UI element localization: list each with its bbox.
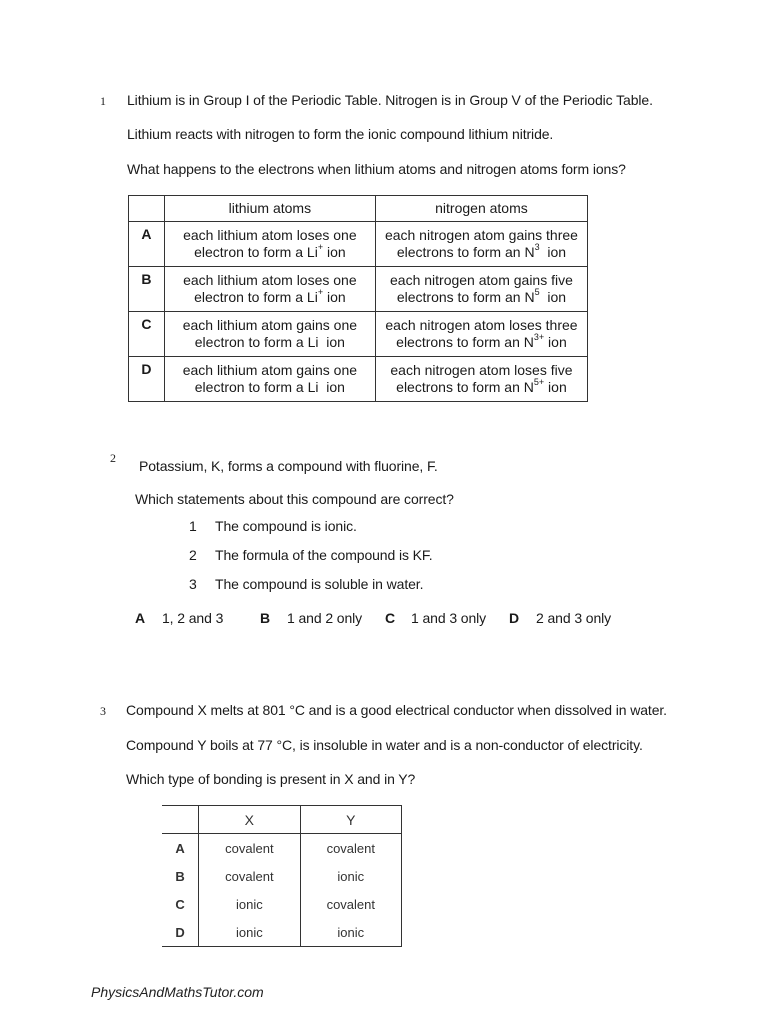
bonding-y-cell: covalent bbox=[300, 834, 401, 863]
statement-text: The formula of the compound is KF. bbox=[215, 547, 433, 563]
cell-line: each nitrogen atom gains three bbox=[384, 227, 578, 243]
cell-line: each nitrogen atom loses three bbox=[385, 317, 578, 333]
charge-superscript: 5 bbox=[534, 287, 540, 298]
table-header-row bbox=[162, 806, 402, 834]
statement-text: The compound is soluble in water. bbox=[215, 576, 424, 592]
nitrogen-cell bbox=[375, 267, 587, 312]
cell-text: ion bbox=[544, 379, 567, 395]
statement-number: 2 bbox=[189, 547, 197, 563]
table-header-blank bbox=[162, 806, 199, 834]
option-text: 1 and 2 only bbox=[287, 610, 363, 626]
cell-text: ion bbox=[323, 289, 346, 305]
question-number: 2 bbox=[110, 451, 116, 465]
table-row bbox=[162, 862, 402, 890]
bonding-x-cell: ionic bbox=[199, 918, 300, 947]
cell-text: ion bbox=[323, 244, 346, 260]
table-header-y: Y bbox=[300, 806, 401, 834]
cell-line: each nitrogen atom gains five bbox=[390, 272, 573, 288]
charge-superscript: 5+ bbox=[533, 377, 545, 388]
cell-line: each nitrogen atom loses five bbox=[390, 362, 573, 378]
question-text: Lithium is in Group I of the Periodic Table. Nitrogen is in Group V of the Periodic Table. bbox=[127, 92, 653, 108]
cell-text: ion bbox=[539, 244, 567, 260]
cell-line: each lithium atom gains one bbox=[182, 317, 358, 333]
option-letter: B bbox=[175, 868, 185, 884]
bonding-y-cell: ionic bbox=[300, 862, 401, 890]
cell-text: electron to form a Li bbox=[194, 379, 319, 395]
answer-table bbox=[162, 805, 402, 947]
cell-line bbox=[376, 244, 587, 261]
cell-text: electron to form a Li bbox=[194, 244, 318, 260]
option-letter: A bbox=[135, 610, 146, 626]
cell-line bbox=[165, 334, 375, 351]
cell-line bbox=[165, 379, 375, 396]
cell-text: ion bbox=[539, 289, 567, 305]
table-header-blank bbox=[129, 196, 165, 222]
option-letter: A bbox=[175, 840, 185, 856]
option-letter: A bbox=[129, 222, 165, 267]
lithium-cell bbox=[164, 312, 375, 357]
bonding-y-cell: covalent bbox=[300, 890, 401, 918]
charge-superscript: + bbox=[317, 242, 324, 253]
answer-table bbox=[128, 195, 588, 402]
option-letter: D bbox=[129, 357, 165, 402]
cell-line bbox=[376, 379, 587, 396]
question-prompt: Which statements about this compound are correct? bbox=[135, 491, 454, 507]
option-text: 1, 2 and 3 bbox=[162, 610, 224, 626]
bonding-x-cell: covalent bbox=[199, 834, 300, 863]
cell-text: ion bbox=[544, 334, 567, 350]
charge-superscript: + bbox=[317, 287, 324, 298]
option-text: 2 and 3 only bbox=[536, 610, 612, 626]
option-letter: C bbox=[129, 312, 165, 357]
cell-text: ion bbox=[318, 334, 345, 350]
cell-line bbox=[165, 244, 375, 261]
cell-text: electrons to form an N bbox=[396, 244, 535, 260]
table-header-lithium: lithium atoms bbox=[164, 196, 375, 222]
lithium-cell bbox=[164, 222, 375, 267]
question-prompt: Which type of bonding is present in X and in Y? bbox=[126, 771, 416, 787]
statement-text: The compound is ionic. bbox=[215, 518, 357, 534]
nitrogen-cell bbox=[375, 312, 587, 357]
cell-line bbox=[376, 289, 587, 306]
statement-number: 3 bbox=[189, 576, 197, 592]
question-number: 1 bbox=[100, 94, 106, 108]
table-header-nitrogen: nitrogen atoms bbox=[375, 196, 587, 222]
cell-line: each lithium atom loses one bbox=[183, 227, 357, 243]
option-text: 1 and 3 only bbox=[411, 610, 487, 626]
bonding-y-cell: ionic bbox=[300, 918, 401, 947]
option-letter: B bbox=[260, 610, 271, 626]
question-text: Compound X melts at 801 °C and is a good electrical conductor when dissolved in water. bbox=[126, 702, 667, 718]
option-letter: D bbox=[162, 918, 199, 947]
cell-text: electron to form a Li bbox=[194, 334, 319, 350]
cell-line: each lithium atom gains one bbox=[182, 362, 358, 378]
table-row bbox=[129, 267, 588, 312]
cell-line bbox=[165, 289, 375, 306]
nitrogen-cell bbox=[375, 357, 587, 402]
option-letter: D bbox=[509, 610, 520, 626]
lithium-cell bbox=[164, 267, 375, 312]
table-row bbox=[129, 357, 588, 402]
table-header-x: X bbox=[199, 806, 300, 834]
bonding-x-cell: covalent bbox=[199, 862, 300, 890]
table-row bbox=[162, 890, 402, 918]
question-prompt: What happens to the electrons when lithium atoms and nitrogen atoms form ions? bbox=[127, 161, 626, 177]
bonding-x-cell: ionic bbox=[199, 890, 300, 918]
statement-number: 1 bbox=[189, 518, 197, 534]
cell-text: electrons to form an N bbox=[396, 379, 534, 395]
option-letter: B bbox=[129, 267, 165, 312]
question-text: Lithium reacts with nitrogen to form the ionic compound lithium nitride. bbox=[127, 126, 554, 142]
charge-superscript: 3 bbox=[534, 242, 540, 253]
table-row bbox=[129, 312, 588, 357]
table-row bbox=[162, 834, 402, 863]
charge-superscript: 3+ bbox=[533, 332, 545, 343]
table-row bbox=[129, 222, 588, 267]
cell-line: each lithium atom loses one bbox=[183, 272, 357, 288]
cell-text: electron to form a Li bbox=[194, 289, 318, 305]
cell-text: electrons to form an N bbox=[396, 334, 534, 350]
cell-text: ion bbox=[318, 379, 345, 395]
cell-text: electrons to form an N bbox=[396, 289, 535, 305]
footer-source: PhysicsAndMathsTutor.com bbox=[91, 984, 264, 1000]
question-number: 3 bbox=[100, 704, 106, 718]
question-text: Potassium, K, forms a compound with fluorine, F. bbox=[139, 458, 438, 474]
cell-line bbox=[376, 334, 587, 351]
table-header-row bbox=[129, 196, 588, 222]
lithium-cell bbox=[164, 357, 375, 402]
question-text: Compound Y boils at 77 °C, is insoluble in water and is a non-conductor of electricity. bbox=[126, 737, 643, 753]
nitrogen-cell bbox=[375, 222, 587, 267]
option-letter: C bbox=[385, 610, 396, 626]
table-row bbox=[162, 918, 402, 947]
option-letter: C bbox=[175, 896, 185, 912]
